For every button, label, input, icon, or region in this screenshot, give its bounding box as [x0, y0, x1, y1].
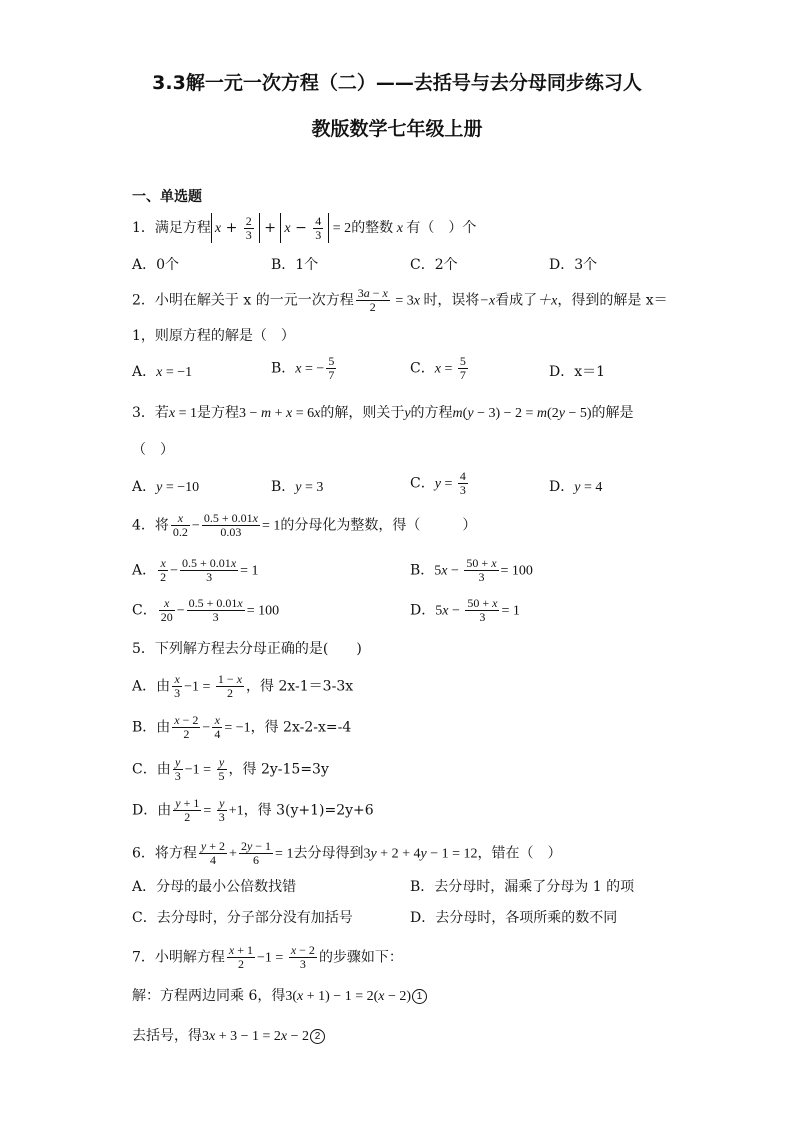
q2-option-c: C．x = $\frac{5}{7}$	[410, 354, 466, 382]
q6-option-d: D．去分母时，各项所乘的数不同	[410, 910, 618, 926]
q3-option-c: C．y = $\frac{4}{3}$	[410, 469, 466, 497]
question-2-line-2: 1，则原方程的解是（ ）	[132, 328, 295, 344]
section-heading: 一、单选题	[132, 189, 202, 205]
step-marker-1: 1	[412, 989, 427, 1004]
q3-option-a: A．y = −10	[132, 479, 200, 495]
q7-step-1: 解：方程两边同乘 6，得3(x + 1) − 1 = 2(x − 2) 1	[132, 986, 427, 1007]
title-line-1: 3.3解一元一次方程（二）——去括号与去分母同步练习人	[152, 72, 642, 94]
q7-step-2: 去括号，得3x + 3 − 1 = 2x − 2 2	[132, 1026, 325, 1047]
q4-option-a: A． $\frac{x}{2}$ − $\frac{0.5 + 0.01x}{3}$ = 1	[132, 556, 259, 584]
q2-option-d: D．x＝1	[549, 364, 606, 380]
q5-option-d: D．由 $\frac{y + 1}{2}$ = $\frac{y}{3}$ +1，得 3(y+1)=2y+6	[132, 796, 374, 824]
q3-option-b: B．y = 3	[271, 479, 324, 495]
q6-option-c: C．去分母时，分子部分没有加括号	[132, 910, 353, 926]
question-5: 5．下列解方程去分母正确的是( )	[132, 641, 362, 657]
question-1: 1．满足方程 x + $\frac{2}{3}$ + x − $\frac{4}{3}$ = 2的整数 x 有（ ）个	[132, 213, 477, 242]
question-2: 2．小明在解关于 x 的一元一次方程 $\frac{3a - x}{2}$ = 3x 时，误将−x看成了＋x，得到的解是 x＝	[132, 286, 668, 314]
title-line-2: 教版数学七年级上册	[311, 118, 483, 140]
question-7: 7．小明解方程 $\frac{x + 1}{2}$ −1 = $\frac{x - 2}{3}$ 的步骤如下：	[132, 943, 403, 971]
q5-option-c: C．由 $\frac{y}{3}$ −1 = $\frac{y}{5}$ ，得 2y-15=3y	[132, 755, 329, 783]
step-marker-2: 2	[310, 1029, 325, 1044]
q1-option-a: A．0个	[132, 257, 180, 273]
q5-option-a: A．由 $\frac{x}{3}$ −1 = $\frac{1 - x}{2}$ ，得 2x-1＝3-3x	[132, 672, 354, 700]
q4-option-b: B．5x − $\frac{50 + x}{3}$ = 100	[410, 556, 533, 584]
question-3-line-2: （ ）	[132, 442, 174, 458]
q5-option-b: B．由 $\frac{x - 2}{2}$ − $\frac{x}{4}$ = −1，得 2x-2-x=-4	[132, 713, 352, 741]
q6-option-b: B．去分母时，漏乘了分母为 1 的项	[410, 879, 635, 895]
question-6: 6．将方程 $\frac{y + 2}{4}$ + $\frac{2y - 1}{6}$ = 1去分母得到3y + 2 + 4y − 1 = 12，错在（ ）	[132, 839, 562, 867]
q3-option-d: D．y = 4	[549, 479, 603, 495]
q4-option-c: C． $\frac{x}{20}$ − $\frac{0.5 + 0.01x}{3}$ = 100	[132, 596, 280, 624]
q6-option-a: A．分母的最小公倍数找错	[132, 879, 297, 895]
q2-option-b: B．x = − $\frac{5}{7}$	[271, 354, 335, 382]
q1-option-c: C．2个	[410, 257, 458, 273]
q1-option-b: B．1个	[271, 257, 319, 273]
q2-option-a: A．x = −1	[132, 364, 193, 380]
q4-option-d: D．5x − $\frac{50 + x}{3}$ = 1	[410, 596, 520, 624]
q1-option-d: D．3个	[549, 257, 598, 273]
question-3: 3．若x = 1是方程3 − m + x = 6x的解，则关于y的方程m(y − 3) − 2 = m(2y − 5)的解是	[132, 405, 634, 421]
question-4: 4．将 $\frac{x}{0.2}$ − $\frac{0.5 + 0.01x}{0.03}$ = 1的分母化为整数，得（ ）	[132, 511, 477, 539]
